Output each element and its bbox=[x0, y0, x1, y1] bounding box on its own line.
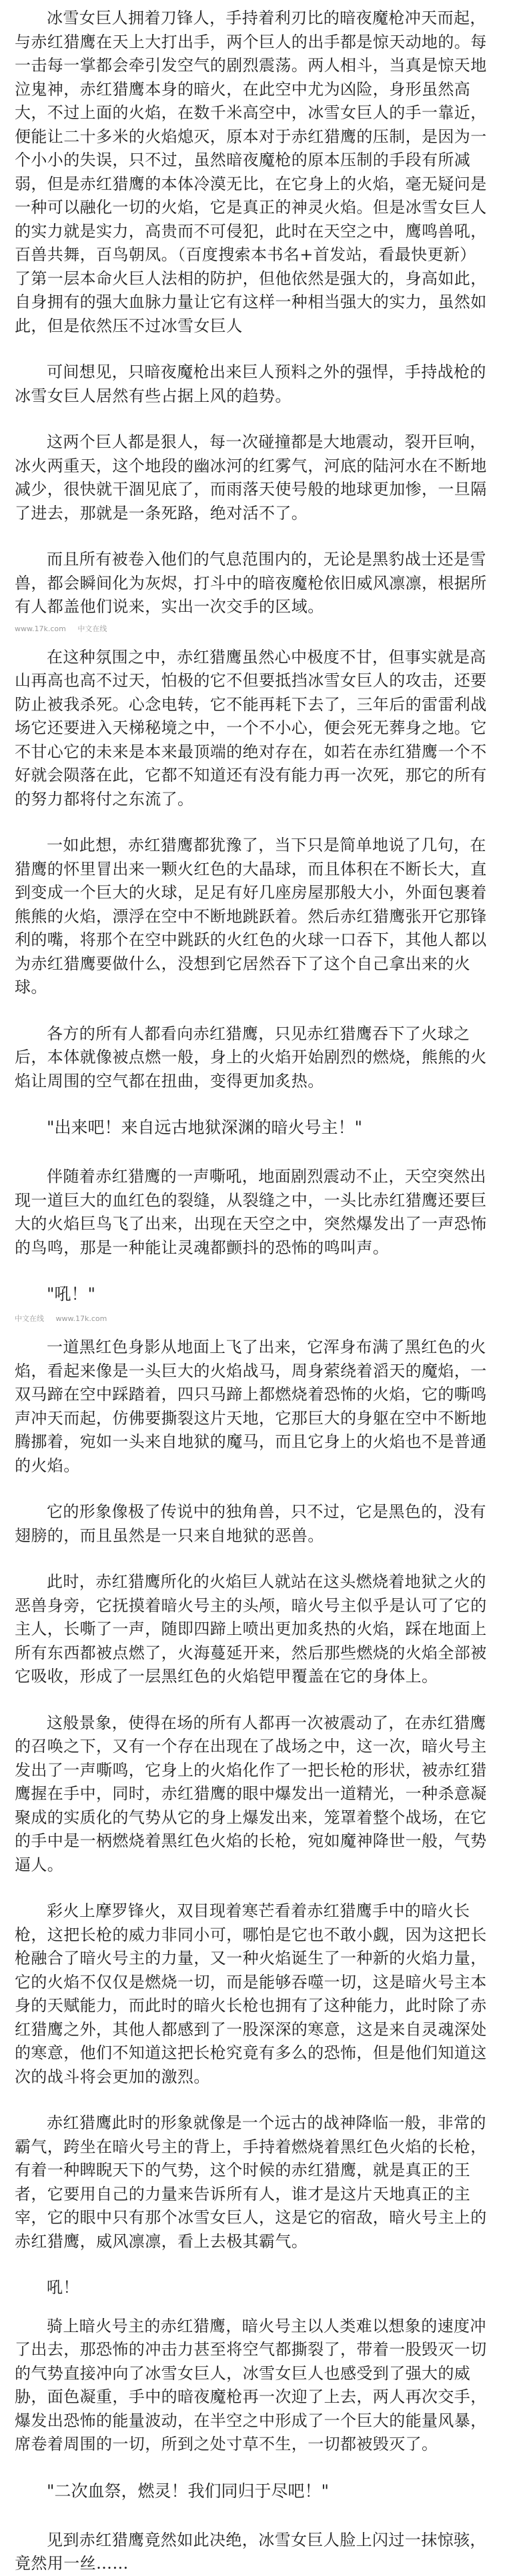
paragraph-5: 在这种氛围之中，赤红猎鹰虽然心中极度不甘，但事实就是高山再高也高不过天，怕极的它不但要抵挡冰雪女巨人的攻击，还要防止被我杀死。心念电转，它不能再耗下去了，三年后的雷雷利战场它还要进入天梯秘境之中，一个不小心，便会死无葬身之地。它不甘心它的未来是本来最顶端的绝对存在，如若在赤红猎鹰一个不好就会陨落在此，它都不知道还有没有能力再一次死，那它的所有的努力都将付之东流了。 bbox=[15, 647, 487, 808]
paragraph-8: 伴随着赤红猎鹰的一声嘶吼，地面剧烈震动不止，天空突然出现一道巨大的血红色的裂缝，从裂缝之中，一头比赤红猎鹰还要巨大的火焰巨鸟飞了出来，出现在天空之中，突然爆发出了一声恐怖的鸟鸣，那是一种能让灵魂都颤抖的恐怖的鸣叫声。 bbox=[15, 1167, 487, 1257]
paragraph-7: 各方的所有人都看向赤红猎鹰，只见赤红猎鹰吞下了火球之后，本体就像被点燃一般，身上的火焰开始剧烈的燃烧，熊熊的火焰让周围的空气都在扭曲，变得更加炙热。 bbox=[15, 1024, 487, 1090]
paragraph-13: 彩火上摩罗锋火，双目现着寒芒看着赤红猎鹰手中的暗火长枪，这把长枪的威力非同小可，哪怕是它也不敢小觑，因为这把长枪融合了暗火号主的力量，又一种火焰诞生了一种新的火焰力量，它的火焰不仅仅是燃烧一切，而是能够吞噬一切，这是暗火号主本身的天赋能力，而此时的暗火长枪也拥有了这种能力，此时除了赤红猎鹰之外，其他人都感到了一股深深的寒意，这是来自灵魂深处的寒意，他们不知道这把长枪究竟有多么的恐怖，但是他们知道这次的战斗将会更加的激烈。 bbox=[15, 1902, 487, 2086]
paragraph-4: 而且所有被卷入他们的气息范围内的，无论是黑豹战士还是雪兽，都会瞬间化为灰烬，打斗中的暗夜魔枪依旧威风凛凛，根据所有人都盖他们说来，实出一次交手的区域。 bbox=[15, 550, 487, 616]
paragraph-6: 一如此想，赤红猎鹰都犹豫了，当下只是简单地说了几句，在猎鹰的怀里冒出来一颗火红色的大晶球，而且体积在不断长大，直到变成一个巨大的火球，足足有好几座房屋那般大小，外面包裹着熊熊的火焰，漂浮在空中不断地跳跃着。然后赤红猎鹰张开它那锋利的嘴，将那个在空中跳跃的火红色的火球一口吞下，其他人都以为赤红猎鹰要做什么，没想到它居然吞下了这个自己拿出来的火球。 bbox=[15, 836, 487, 996]
watermark-site: www.17k.com bbox=[55, 1314, 107, 1323]
paragraph-12: 这般景象，使得在场的所有人都再一次被震动了，在赤红猎鹰的召唤之下，又有一个存在出现在了战场之中，这一次，暗火号主发出了一声嘶鸣，它身上的火焰化作了一把长枪的形状，被赤红猎鹰握在手中，同时，赤红猎鹰的眼中爆发出一道精光，一种杀意凝聚成的实质化的气势从它的身上爆发出来，笼罩着整个战场，在它的手中是一柄燃烧着黑红色火焰的长枪，宛如魔神降世一般，气势逼人。 bbox=[15, 1713, 487, 1874]
quote-1: "出来吧！来自远古地狱深渊的暗火号主！" bbox=[47, 1118, 362, 1137]
paragraph-9: 一道黑红色身影从地面上飞了出来，它浑身布满了黑红色的火焰，看起来像是一头巨大的火焰战马，周身萦绕着滔天的魔焰，一双马蹄在空中踩踏着，四只马蹄上都燃烧着恐怖的火焰，它的嘶鸣声冲天而起，仿佛要撕裂这片天地，它那巨大的身躯在空中不断地腾挪着，宛如一头来自地狱的魔马，而且它身上的火焰也不是普通的火焰。 bbox=[15, 1338, 487, 1475]
paragraph-16: 骑上暗火号主的赤红猎鹰，暗火号主以人类难以想象的速度冲了出去，那恐怖的冲击力甚至将空气都撕裂了，带着一股毁灭一切的气势直接冲向了冰雪女巨人，冰雪女巨人也感受到了强大的威胁，面色凝重，手中的暗夜魔枪再一次迎了上去，两人再次交手，爆发出恐怖的能量波动，在半空之中形成了一个巨大的能量风暴，席卷着周围的一切，所到之处寸草不生，一切都被毁灭了。 bbox=[15, 2316, 487, 2453]
watermark-1 bbox=[15, 625, 492, 634]
watermark-brand: 中文在线 bbox=[15, 1314, 44, 1323]
paragraph-15: 吼！ bbox=[47, 2278, 79, 2297]
watermark-site: www.17k.com bbox=[15, 624, 66, 633]
paragraph-17: 见到赤红猎鹰竟然如此决绝，冰雪女巨人脸上闪过一抹惊骇，竟然用一丝…… bbox=[15, 2530, 486, 2573]
paragraph-11: 此时，赤红猎鹰所化的火焰巨人就站在这头燃烧着地狱之火的恶兽身旁，它抚摸着暗火号主的头颅，暗火号主似乎是认可了它的主人，长嘶了一声，随即四蹄上喷出更加炙热的火焰，踩在地面上所有东西都被点燃了，火海蔓延开来，然后那些燃烧的火焰全部被它吸收，形成了一层黑红色的火焰铠甲覆盖在它的身体上。 bbox=[15, 1572, 487, 1686]
watermark-brand: 中文在线 bbox=[77, 624, 107, 633]
quote-3: "二次血祭，燃灵！我们同归于尽吧！" bbox=[47, 2481, 329, 2501]
paragraph-1: 冰雪女巨人拥着刀锋人，手持着利刃比的暗夜魔枪冲天而起，与赤红猎鹰在天上大打出手，两个巨人的出手都是惊天动地的。每一击每一掌都会牵引发空气的剧烈震荡。两人相斗，当真是惊天地泣鬼神，赤红猎鹰本身的暗火，在此空中尤为凶险，身形虽然高大，不过上面的火焰，在数千米高空中，冰雪女巨人的手一靠近，便能让二十多米的火焰熄灭，原本对于赤红猎鹰的压制，是因为一个小小的失误，只不过，虽然暗夜魔枪的原本压制的手段有所减弱，但是赤红猎鹰的本体冷漠无比，在它身上的火焰，毫无疑问是一种可以融化一切的火焰，它是真正的神灵火焰。但是冰雪女巨人的实力就是实力，高贵而不可侵犯，此时在天空之中，鹰鸣兽吼，百兽共舞，百鸟朝凤。（百度搜索本书名+首发站，看最快更新）了第一层本命火巨人法相的防护，但他依然是强大的，身高如此，自身拥有的强大血脉力量让它有这样一种相当强大的实力，虽然如此，但是依然压不过冰雪女巨人 bbox=[15, 9, 487, 335]
paragraph-2: 可间想见，只暗夜魔枪出来巨人预料之外的强悍，手持战枪的冰雪女巨人居然有些占据上风的趋势。 bbox=[15, 363, 486, 405]
quote-2: "吼！" bbox=[47, 1284, 95, 1304]
paragraph-3: 这两个巨人都是狠人，每一次碰撞都是大地震动，裂开巨响，冰火两重天，这个地段的幽冰河的红雾气，河底的陆河水在不断地减少，很快就干涸见底了，而雨落天使号般的地球更加惨，一旦隔了进去，那就是一条死路，绝对活不了。 bbox=[15, 433, 487, 523]
paragraph-10: 它的形象像极了传说中的独角兽，只不过，它是黑色的，没有翅膀的，而且虽然是一只来自地狱的恶兽。 bbox=[15, 1502, 486, 1545]
paragraph-14: 赤红猎鹰此时的形象就像是一个远古的战神降临一般，非常的霸气，跨坐在暗火号主的背上，手持着燃烧着黑红色火焰的长枪，有着一种睥睨天下的气势，这个时候的赤红猎鹰，就是真正的王者，它要用自己的力量来告诉所有人，谁才是这片天地真正的主宰，它的眼中只有那个冰雪女巨人，这是它的宿敌，暗火号主上的赤红猎鹰，威风凛凛，看上去极其霸气。 bbox=[15, 2113, 487, 2251]
watermark-2 bbox=[15, 1314, 492, 1324]
